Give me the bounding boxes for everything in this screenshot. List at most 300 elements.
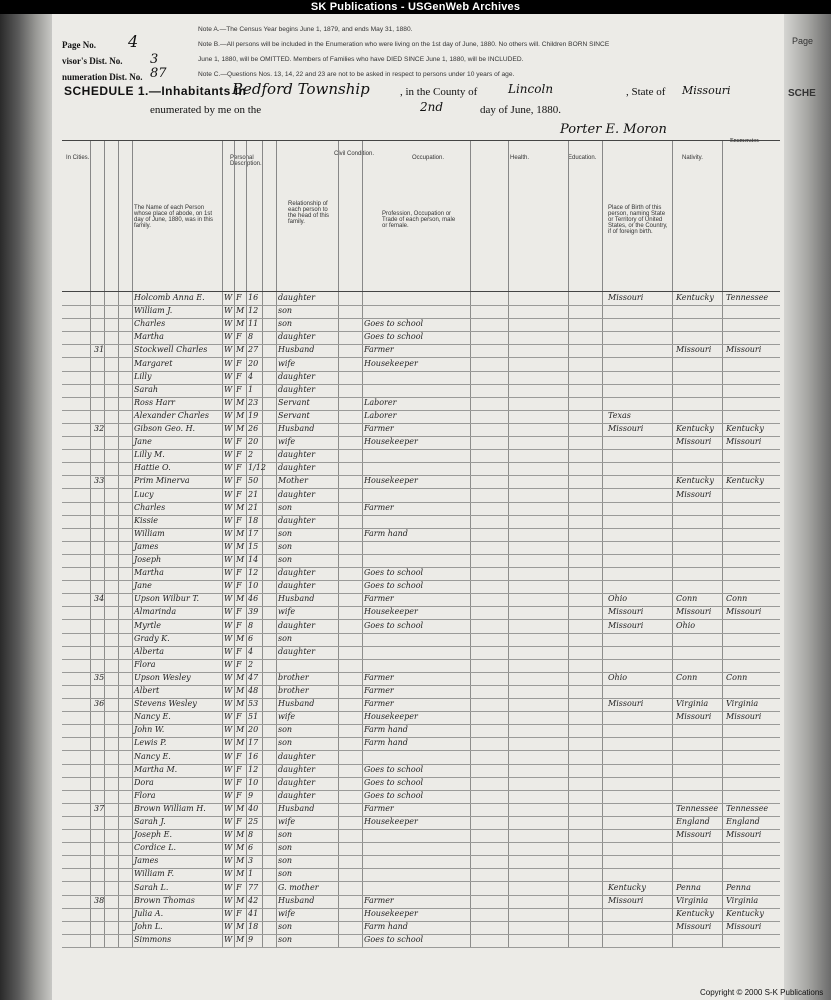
row-color: W [224, 620, 233, 630]
census-row [62, 711, 780, 725]
row-color: W [224, 646, 233, 656]
row-age: 77 [248, 882, 259, 892]
row-relation: son [278, 869, 293, 879]
row-father: Missouri [676, 345, 712, 355]
row-relation: daughter [278, 581, 316, 591]
row-age: 20 [248, 437, 259, 447]
row-father: England [676, 817, 710, 826]
census-row [62, 816, 780, 830]
row-occupation: Goes to school [364, 332, 424, 342]
census-row [62, 895, 780, 909]
row-name: Julia A. [134, 908, 164, 918]
copyright: Copyright © 2000 S-K Publications [700, 988, 824, 997]
enumeration-dist-label: numeration Dist. No. [62, 72, 143, 82]
row-color: W [224, 371, 233, 381]
row-occupation: Goes to school [364, 934, 424, 944]
row-name: Flora [134, 790, 156, 800]
row-father: Missouri [676, 489, 712, 499]
row-relation: G. mother [278, 882, 319, 892]
row-father: Virginia [676, 699, 709, 709]
enumerator-signature: Porter E. Moron [560, 122, 667, 137]
township-value: Bedford Township [232, 80, 370, 98]
census-row [62, 593, 780, 607]
row-name: John W. [134, 725, 165, 735]
row-occupation: Housekeeper [364, 908, 418, 918]
row-mother: Conn [726, 672, 748, 682]
census-row [62, 842, 780, 856]
row-father: Kentucky [676, 476, 714, 486]
row-relation: Husband [278, 895, 315, 905]
header-profession: Profession, Occupation or Trade of each person, male or female. [382, 211, 456, 229]
row-relation: Mother [278, 476, 308, 486]
header-place-birth: Place of Birth of this person, naming State or Territory of United States, or the Country, if of foreign birth. [608, 205, 668, 235]
row-color: W [224, 712, 233, 722]
row-age: 17 [248, 738, 259, 748]
census-row [62, 423, 780, 437]
row-father: Penna [676, 882, 701, 892]
row-age: 39 [248, 607, 259, 617]
header-personal: Personal Description. [230, 155, 262, 167]
row-name: Nancy E. [134, 751, 171, 761]
row-name: Stevens Wesley [134, 699, 197, 709]
row-relation: daughter [278, 646, 316, 656]
row-occupation: Housekeeper [364, 358, 418, 368]
row-age: 16 [248, 293, 259, 302]
row-dwelling: 38 [94, 895, 105, 905]
row-occupation: Laborer [364, 397, 397, 407]
row-age: 8 [248, 830, 254, 840]
row-age: 9 [248, 790, 254, 800]
row-sex: M [236, 397, 245, 407]
column-header-block [62, 140, 780, 292]
census-row [62, 567, 780, 581]
archive-banner: SK Publications - USGenWeb Archives [0, 0, 831, 14]
row-relation: son [278, 555, 293, 564]
row-birth: Missouri [608, 620, 644, 630]
row-name: Holcomb Anna E. [134, 293, 205, 302]
row-relation: daughter [278, 764, 316, 774]
row-relation: Servant [278, 397, 310, 407]
row-name: Kissie [134, 515, 159, 525]
row-dwelling: 33 [94, 476, 105, 486]
header-relationship: Relationship of each person to the head of this family. [288, 201, 330, 225]
row-sex: F [236, 882, 242, 892]
row-color: W [224, 764, 233, 774]
row-name: Simmons [134, 934, 172, 944]
row-relation: Husband [278, 803, 315, 813]
row-name: Upson Wilbur T. [134, 594, 200, 604]
census-row [62, 515, 780, 529]
row-relation: daughter [278, 463, 316, 473]
census-row [62, 436, 780, 450]
row-age: 16 [248, 751, 259, 761]
header-name-col: The Name of each Person whose place of abode, on 1st day of June, 1880, was in this family. [134, 205, 214, 229]
census-row [62, 475, 780, 489]
row-mother: Kentucky [726, 908, 764, 918]
row-color: W [224, 384, 233, 394]
row-sex: M [236, 921, 245, 931]
row-color: W [224, 502, 233, 512]
row-age: 12 [248, 306, 259, 316]
row-sex: F [236, 332, 242, 342]
row-sex: F [236, 437, 242, 447]
census-row [62, 358, 780, 372]
row-sex: M [236, 725, 245, 735]
census-row [62, 934, 780, 948]
schedule-title: SCHEDULE 1.—Inhabitants in [64, 84, 247, 98]
row-mother: Missouri [726, 345, 762, 355]
row-occupation: Goes to school [364, 764, 424, 774]
row-sex: M [236, 410, 245, 420]
row-age: 12 [248, 568, 259, 578]
row-father: Conn [676, 594, 698, 604]
row-name: Sarah [134, 384, 158, 394]
row-sex: M [236, 424, 245, 433]
row-color: W [224, 410, 233, 420]
census-row [62, 751, 780, 765]
row-color: W [224, 541, 233, 551]
row-occupation: Farm hand [364, 921, 408, 931]
census-row [62, 790, 780, 804]
row-sex: M [236, 686, 245, 695]
row-relation: son [278, 319, 293, 329]
row-birth: Kentucky [608, 882, 646, 892]
row-mother: Missouri [726, 921, 762, 931]
row-sex: M [236, 856, 245, 866]
census-row [62, 803, 780, 817]
row-color: W [224, 581, 233, 591]
row-relation: son [278, 502, 293, 512]
row-occupation: Housekeeper [364, 437, 418, 447]
supervisors-dist-value: 3 [150, 52, 159, 67]
row-birth: Texas [608, 410, 631, 420]
row-sex: F [236, 384, 242, 394]
row-color: W [224, 803, 233, 813]
row-mother: Kentucky [726, 424, 764, 433]
census-row [62, 685, 780, 699]
row-age: 53 [248, 699, 259, 709]
row-father: Missouri [676, 830, 712, 840]
row-occupation: Farm hand [364, 725, 408, 735]
enumeration-date-suffix: day of June, 1880. [480, 104, 561, 116]
census-row [62, 397, 780, 411]
row-name: Alberta [134, 646, 164, 656]
row-sex: F [236, 646, 242, 656]
census-row [62, 855, 780, 869]
row-mother: Missouri [726, 607, 762, 617]
row-age: 1 [248, 384, 254, 394]
row-sex: F [236, 607, 242, 617]
row-occupation: Goes to school [364, 790, 424, 800]
row-relation: daughter [278, 293, 316, 302]
row-age: 46 [248, 594, 259, 604]
row-occupation: Farmer [364, 686, 394, 695]
census-row [62, 698, 780, 712]
page-no-value: 4 [128, 32, 139, 51]
next-schedule-label: SCHE [788, 88, 816, 99]
page-no-label: Page No. [62, 40, 96, 50]
row-sex: F [236, 293, 242, 302]
row-name: William J. [134, 306, 173, 316]
row-relation: son [278, 921, 293, 931]
row-sex: M [236, 502, 245, 512]
census-row [62, 462, 780, 476]
row-relation: Servant [278, 410, 310, 420]
row-age: 19 [248, 410, 259, 420]
census-row [62, 620, 780, 634]
row-father: Missouri [676, 607, 712, 617]
note-c: Note C.—Questions Nos. 13, 14, 22 and 23 are not to be asked in respect to persons under 10 years of age. [198, 71, 515, 78]
row-occupation: Housekeeper [364, 476, 418, 486]
row-sex: F [236, 476, 242, 486]
row-name: Cordice L. [134, 843, 177, 853]
row-sex: F [236, 817, 242, 826]
row-name: Sarah J. [134, 817, 166, 826]
census-row [62, 344, 780, 358]
row-sex: M [236, 699, 245, 709]
row-relation: wife [278, 712, 296, 722]
row-father: Kentucky [676, 424, 714, 433]
row-color: W [224, 633, 233, 643]
row-color: W [224, 450, 233, 460]
next-page-label: Page [792, 36, 814, 46]
row-sex: F [236, 777, 242, 787]
row-relation: son [278, 934, 293, 944]
row-age: 8 [248, 620, 254, 630]
row-birth: Missouri [608, 424, 644, 433]
row-father: Missouri [676, 921, 712, 931]
row-relation: wife [278, 358, 296, 368]
row-age: 20 [248, 725, 259, 735]
row-sex: M [236, 541, 245, 551]
row-sex: F [236, 450, 242, 460]
row-color: W [224, 345, 233, 355]
row-color: W [224, 476, 233, 486]
census-row [62, 528, 780, 542]
county-label: , in the County of [400, 86, 478, 98]
row-mother: Kentucky [726, 476, 764, 486]
row-mother: Missouri [726, 830, 762, 840]
row-sex: F [236, 371, 242, 381]
row-color: W [224, 358, 233, 368]
census-row [62, 921, 780, 935]
row-age: 21 [248, 489, 259, 499]
row-relation: daughter [278, 450, 316, 460]
row-name: Flora [134, 659, 156, 669]
row-color: W [224, 856, 233, 866]
census-notes [198, 22, 778, 82]
census-row [62, 672, 780, 686]
state-value: Missouri [682, 84, 731, 97]
row-name: Ross Harr [134, 397, 175, 407]
row-occupation: Goes to school [364, 581, 424, 591]
row-age: 23 [248, 397, 259, 407]
row-birth: Ohio [608, 672, 628, 682]
row-age: 4 [248, 646, 254, 656]
row-relation: son [278, 633, 293, 643]
row-color: W [224, 659, 233, 669]
census-row [62, 737, 780, 751]
row-dwelling: 37 [94, 803, 105, 813]
row-name: Dora [134, 777, 154, 787]
census-row [62, 449, 780, 463]
row-color: W [224, 738, 233, 748]
row-color: W [224, 568, 233, 578]
row-sex: M [236, 319, 245, 329]
row-relation: son [278, 306, 293, 316]
row-dwelling: 36 [94, 699, 105, 709]
row-color: W [224, 293, 233, 302]
row-occupation: Housekeeper [364, 712, 418, 722]
row-color: W [224, 397, 233, 407]
row-occupation: Farmer [364, 672, 394, 682]
census-rows [62, 292, 780, 948]
row-occupation: Farmer [364, 502, 394, 512]
row-age: 6 [248, 633, 254, 643]
right-page-edge [784, 14, 831, 1000]
row-age: 15 [248, 541, 259, 551]
census-row [62, 633, 780, 647]
header-education: Education. [568, 155, 597, 161]
row-color: W [224, 895, 233, 905]
row-relation: daughter [278, 790, 316, 800]
row-relation: wife [278, 908, 296, 918]
row-sex: M [236, 934, 245, 944]
header-civil: Civil Condition. [334, 151, 375, 157]
row-relation: daughter [278, 332, 316, 342]
row-relation: daughter [278, 620, 316, 630]
row-name: Lewis P. [134, 738, 167, 748]
row-sex: F [236, 790, 242, 800]
census-row [62, 489, 780, 503]
row-relation: son [278, 830, 293, 840]
row-sex: M [236, 738, 245, 748]
row-color: W [224, 921, 233, 931]
row-name: John L. [134, 921, 163, 931]
row-name: Charles [134, 502, 166, 512]
row-sex: M [236, 633, 245, 643]
row-sex: F [236, 515, 242, 525]
row-dwelling: 31 [94, 345, 105, 355]
row-sex: F [236, 620, 242, 630]
row-age: 51 [248, 712, 259, 722]
row-mother: England [726, 817, 760, 826]
header-nativity: Nativity. [682, 155, 703, 161]
census-row [62, 541, 780, 555]
row-relation: Husband [278, 424, 315, 433]
row-name: Albert [134, 686, 160, 695]
row-color: W [224, 555, 233, 564]
census-row [62, 659, 780, 673]
row-color: W [224, 437, 233, 447]
row-color: W [224, 830, 233, 840]
header-in-cities: In Cities. [66, 155, 90, 161]
census-row [62, 371, 780, 385]
census-row [62, 410, 780, 424]
row-mother: Conn [726, 594, 748, 604]
row-mother: Virginia [726, 895, 759, 905]
row-mother: Virginia [726, 699, 759, 709]
row-mother: Tennessee [726, 803, 769, 813]
row-color: W [224, 843, 233, 853]
row-color: W [224, 489, 233, 499]
census-row [62, 882, 780, 896]
row-color: W [224, 319, 233, 329]
row-age: 27 [248, 345, 259, 355]
row-occupation: Goes to school [364, 319, 424, 329]
row-relation: son [278, 541, 293, 551]
row-age: 47 [248, 672, 259, 682]
census-row [62, 305, 780, 319]
census-row [62, 868, 780, 882]
state-label: , State of [626, 86, 666, 98]
note-a: Note A.—The Census Year begins June 1, 1879, and ends May 31, 1880. [198, 26, 413, 33]
row-occupation: Farmer [364, 424, 394, 433]
census-row [62, 580, 780, 594]
row-mother: Missouri [726, 437, 762, 447]
row-sex: F [236, 751, 242, 761]
census-row [62, 646, 780, 660]
row-sex: F [236, 659, 242, 669]
row-sex: M [236, 895, 245, 905]
row-relation: wife [278, 607, 296, 617]
row-sex: M [236, 555, 245, 564]
row-sex: M [236, 830, 245, 840]
row-name: Lucy [134, 489, 154, 499]
row-age: 18 [248, 515, 259, 525]
row-sex: F [236, 489, 242, 499]
row-name: Alexander Charles [134, 410, 209, 420]
row-color: W [224, 777, 233, 787]
row-age: 17 [248, 528, 259, 538]
row-color: W [224, 725, 233, 735]
row-occupation: Farmer [364, 803, 394, 813]
row-age: 42 [248, 895, 259, 905]
row-relation: Husband [278, 345, 315, 355]
row-occupation: Farmer [364, 699, 394, 709]
row-occupation: Goes to school [364, 620, 424, 630]
row-mother: Tennessee [726, 293, 769, 302]
row-age: 18 [248, 921, 259, 931]
row-father: Ohio [676, 620, 696, 630]
row-mother: Missouri [726, 712, 762, 722]
row-name: Charles [134, 319, 166, 329]
row-name: Upson Wesley [134, 672, 191, 682]
row-relation: Husband [278, 594, 315, 604]
row-birth: Missouri [608, 607, 644, 617]
row-relation: son [278, 843, 293, 853]
row-occupation: Housekeeper [364, 817, 418, 826]
row-sex: M [236, 306, 245, 316]
row-age: 1 [248, 869, 254, 879]
row-color: W [224, 528, 233, 538]
row-sex: M [236, 594, 245, 604]
row-occupation: Farmer [364, 594, 394, 604]
row-relation: son [278, 528, 293, 538]
county-value: Lincoln [508, 82, 554, 96]
row-color: W [224, 869, 233, 879]
row-father: Tennessee [676, 803, 719, 813]
row-mother: Penna [726, 882, 751, 892]
census-row [62, 318, 780, 332]
row-occupation: Housekeeper [364, 607, 418, 617]
row-color: W [224, 332, 233, 342]
row-age: 4 [248, 371, 254, 381]
row-relation: son [278, 856, 293, 866]
row-relation: brother [278, 686, 309, 695]
row-color: W [224, 424, 233, 433]
row-color: W [224, 934, 233, 944]
